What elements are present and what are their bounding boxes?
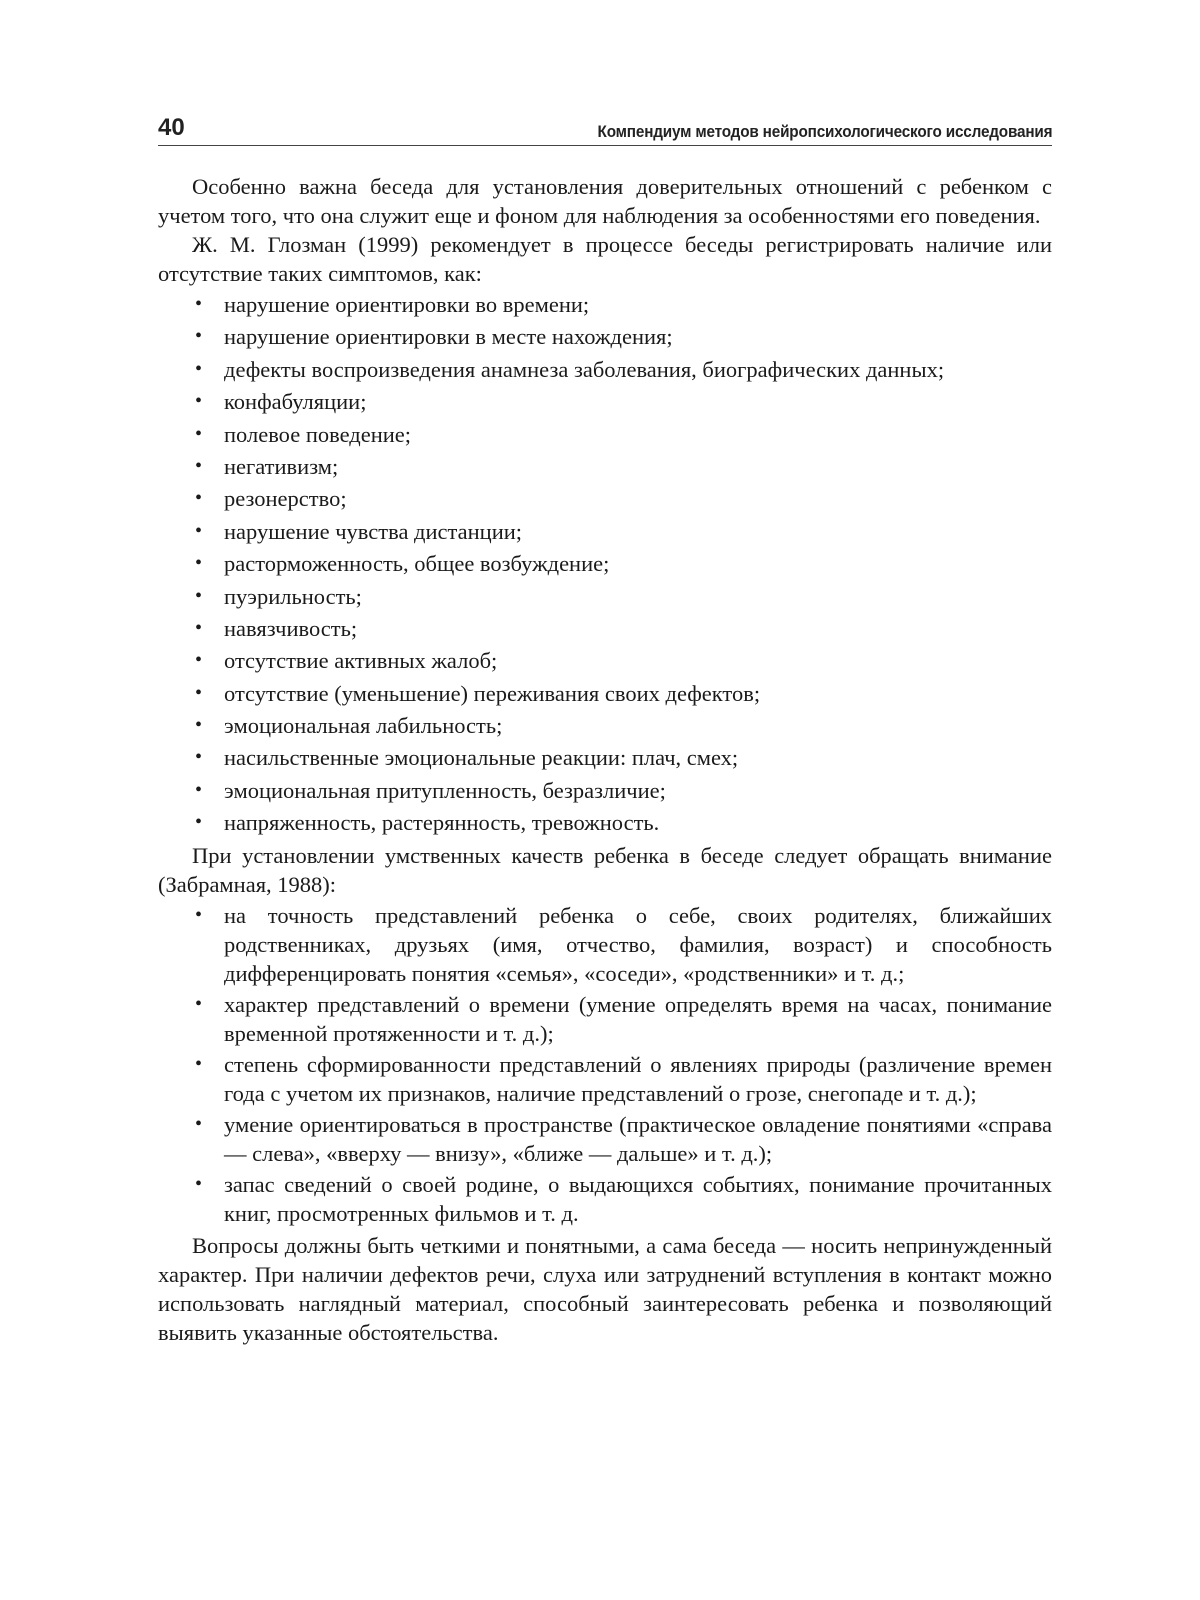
list-item-text: напряженность, растерянность, тревожность. (224, 810, 660, 836)
paragraph: Особенно важна беседа для установления доверительных отношений с ребенком с учетом того, что она служит еще и фоном для наблюдения за особенностями его поведения. (158, 174, 1052, 228)
bullet-icon: • (195, 1172, 203, 1195)
bullet-icon: • (195, 1052, 203, 1075)
list-item (158, 549, 1052, 578)
list-item (158, 355, 1052, 384)
list-item (158, 1050, 1052, 1108)
list-item-text: умение ориентироваться в пространстве (практическое овладение понятиями «справа — слева», «вверху — внизу», «ближе — дальше» и т. д.); (224, 1111, 1052, 1166)
list-item (158, 1110, 1052, 1168)
list-item (158, 776, 1052, 805)
list-item (158, 517, 1052, 546)
list-item-text: эмоциональная лабильность; (224, 713, 503, 739)
bullet-icon: • (195, 357, 203, 380)
bullet-icon: • (195, 714, 203, 737)
bullet-icon: • (195, 903, 203, 926)
paragraph: Вопросы должны быть четкими и понятными, а сама беседа — носить непринужденный характер. При наличии дефектов речи, слуха или затруднений вступления в контакт можно использовать наглядный материал, способный заинтересовать ребенка и позволяющий выявить указанные обстоятельства. (158, 1232, 1052, 1345)
list-item-text: запас сведений о своей родине, о выдающихся событиях, понимание прочитанных книг, просмотренных фильмов и т. д. (224, 1171, 1052, 1226)
running-head (158, 100, 1052, 146)
list-item (158, 1170, 1052, 1228)
list-item-text: насильственные эмоциональные реакции: плач, смех; (224, 745, 739, 771)
list-item-text: навязчивость; (224, 615, 358, 641)
bullet-icon: • (195, 487, 203, 510)
list-item-text: нарушение ориентировки в месте нахождения; (224, 324, 673, 350)
list-item-text: эмоциональная притупленность, безразличие; (224, 777, 666, 803)
attention-list (158, 901, 1052, 1228)
book-title: Компендиум методов нейропсихологического исследования (597, 122, 1052, 141)
bullet-icon: • (195, 552, 203, 575)
list-item (158, 614, 1052, 643)
list-item (158, 646, 1052, 675)
list-item-text: отсутствие активных жалоб; (224, 648, 498, 674)
bullet-icon: • (195, 454, 203, 477)
list-item-text: на точность представлений ребенка о себе, своих родителях, ближайших родственниках, друзьях (имя, отчество, фамилия, возраст) и способность дифференцировать понятия «семья», «соседи», «родственники» и т. д.; (224, 902, 1052, 986)
paragraph: Ж. М. Глозман (1999) рекомендует в процессе беседы регистрировать наличие или отсутствие таких симптомов, как: (158, 232, 1052, 286)
bullet-icon: • (195, 293, 203, 315)
list-item-text: отсутствие (уменьшение) переживания своих дефектов; (224, 680, 761, 706)
list-item (158, 290, 1052, 319)
list-item (158, 582, 1052, 611)
list-item (158, 711, 1052, 740)
list-item (158, 743, 1052, 772)
list-item (158, 452, 1052, 481)
bullet-icon: • (195, 778, 203, 801)
list-item (158, 990, 1052, 1048)
bullet-icon: • (195, 325, 203, 348)
list-item-text: характер представлений о времени (умение определять время на часах, понимание временной протяженности и т. д.); (224, 991, 1052, 1046)
bullet-icon: • (195, 681, 203, 704)
page-number: 40 (158, 114, 185, 141)
list-item-text: негативизм; (224, 453, 339, 479)
bullet-icon: • (195, 584, 203, 607)
list-item-text: дефекты воспроизведения анамнеза заболевания, биографических данных; (224, 356, 945, 382)
list-item-text: конфабуляции; (224, 389, 367, 415)
bullet-icon: • (195, 422, 203, 445)
bullet-icon: • (195, 811, 203, 834)
list-item-text: полевое поведение; (224, 421, 412, 447)
list-item-text: степень сформированности представлений о явлениях природы (различение времен года с учетом их признаков, наличие представлений о грозе, снегопаде и т. д.); (224, 1051, 1052, 1106)
bullet-icon: • (195, 616, 203, 639)
bullet-icon: • (195, 519, 203, 542)
list-item (158, 679, 1052, 708)
list-item (158, 808, 1052, 837)
bullet-icon: • (195, 746, 203, 769)
bullet-icon: • (195, 649, 203, 672)
list-item (158, 387, 1052, 416)
list-item-text: резонерство; (224, 486, 347, 512)
list-item-text: пуэрильность; (224, 583, 362, 609)
list-item (158, 420, 1052, 449)
list-item-text: расторможенность, общее возбуждение; (224, 551, 610, 577)
list-item (158, 901, 1052, 988)
page-body (158, 172, 1052, 1347)
symptom-list (158, 290, 1052, 837)
bullet-icon: • (195, 992, 203, 1015)
list-item-text: нарушение чувства дистанции; (224, 518, 523, 544)
paragraph: При установлении умственных качеств ребенка в беседе следует обращать внимание (Забрамная, 1988): (158, 842, 1052, 897)
list-item (158, 322, 1052, 351)
bullet-icon: • (195, 1112, 203, 1135)
list-item-text: нарушение ориентировки во времени; (224, 292, 590, 317)
list-item (158, 484, 1052, 513)
bullet-icon: • (195, 390, 203, 413)
